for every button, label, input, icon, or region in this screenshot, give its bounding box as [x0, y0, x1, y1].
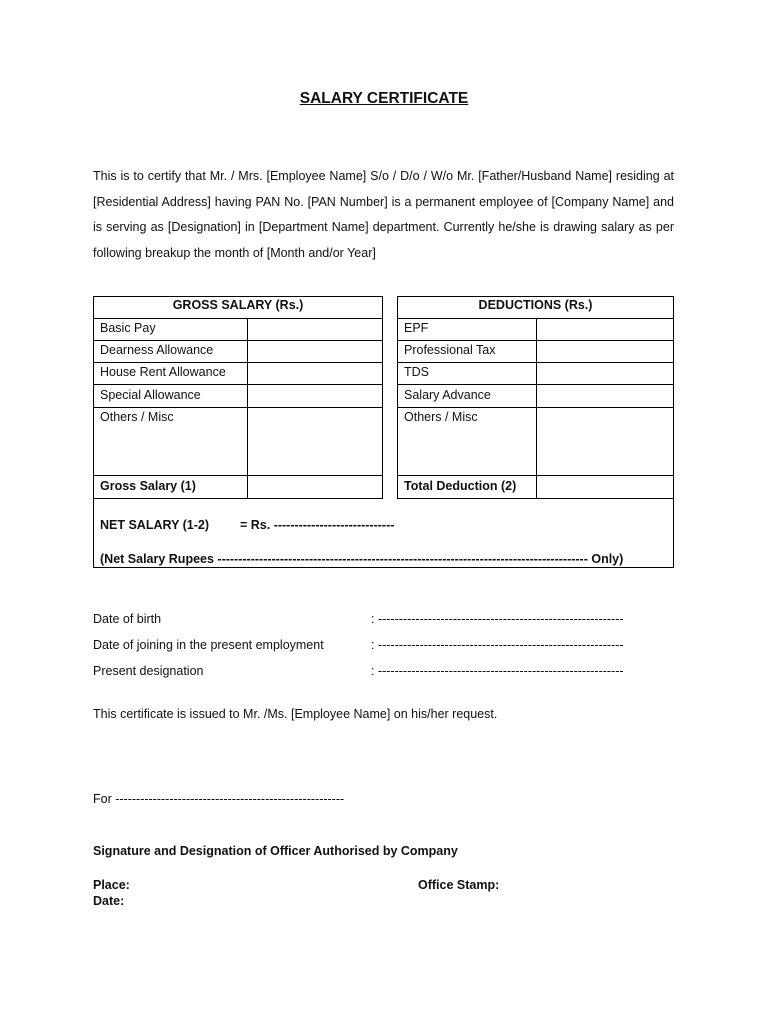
- detail-label: Present designation: [93, 664, 204, 678]
- date-label: Date:: [93, 894, 125, 908]
- deduction-row-label: Professional Tax: [404, 343, 496, 357]
- issued-statement: This certificate is issued to Mr. /Ms. [Employee Name] on his/her request.: [93, 707, 498, 721]
- detail-value: : -----------------------------------------------------------: [371, 664, 624, 678]
- detail-value: : -----------------------------------------------------------: [371, 638, 624, 652]
- for-company-line: For -------------------------------------------------------: [93, 792, 345, 806]
- signature-designation-line: Signature and Designation of Officer Authorised by Company: [93, 844, 458, 858]
- gross-row-label: Basic Pay: [100, 321, 156, 335]
- detail-value: : -----------------------------------------------------------: [371, 612, 624, 626]
- table-column-rule: [536, 318, 537, 499]
- table-rule: [93, 407, 383, 408]
- deduction-row-label: TDS: [404, 365, 429, 379]
- table-rule: [93, 362, 383, 363]
- detail-label: Date of birth: [93, 612, 162, 626]
- table-column-rule: [247, 318, 248, 499]
- table-rule: [93, 318, 383, 319]
- gross-row-label: Special Allowance: [100, 388, 201, 402]
- gross-row-label: Dearness Allowance: [100, 343, 214, 357]
- office-stamp-label: Office Stamp:: [418, 878, 500, 892]
- table-rule: [93, 384, 383, 385]
- detail-label: Date of joining in the present employment: [93, 638, 324, 652]
- deductions-table-header: DEDUCTIONS (Rs.): [478, 298, 593, 312]
- gross-row-label: Others / Misc: [100, 410, 174, 424]
- certificate-title: SALARY CERTIFICATE: [299, 90, 469, 107]
- intro-paragraph: This is to certify that Mr. / Mrs. [Employee Name] S/o / D/o / W/o Mr. [Father/Husband Name] residing at [Residential Address] having PAN No. [PAN Number] is a permanent employee of [Company Name] and is serving as [Designation] in [Department Name] department. Currently he/she is drawing salary as per following breakup the month of [Month and/or Year]: [93, 169, 674, 261]
- deduction-row-label: Others / Misc: [404, 410, 478, 424]
- net-salary-value: = Rs. -----------------------------: [240, 518, 395, 532]
- net-salary-label: NET SALARY (1-2): [100, 518, 210, 532]
- deduction-row-label: EPF: [404, 321, 429, 335]
- gross-total-label: Gross Salary (1): [100, 479, 196, 493]
- gross-row-label: House Rent Allowance: [100, 365, 226, 379]
- table-rule: [93, 475, 383, 476]
- deduction-row-label: Salary Advance: [404, 388, 491, 402]
- place-label: Place:: [93, 878, 130, 892]
- gross-table-header: GROSS SALARY (Rs.): [172, 298, 304, 312]
- deduction-total-label: Total Deduction (2): [404, 479, 517, 493]
- net-salary-words: (Net Salary Rupees ----------------------------------------------------------------------------------------- Only): [100, 552, 624, 566]
- table-rule: [93, 340, 383, 341]
